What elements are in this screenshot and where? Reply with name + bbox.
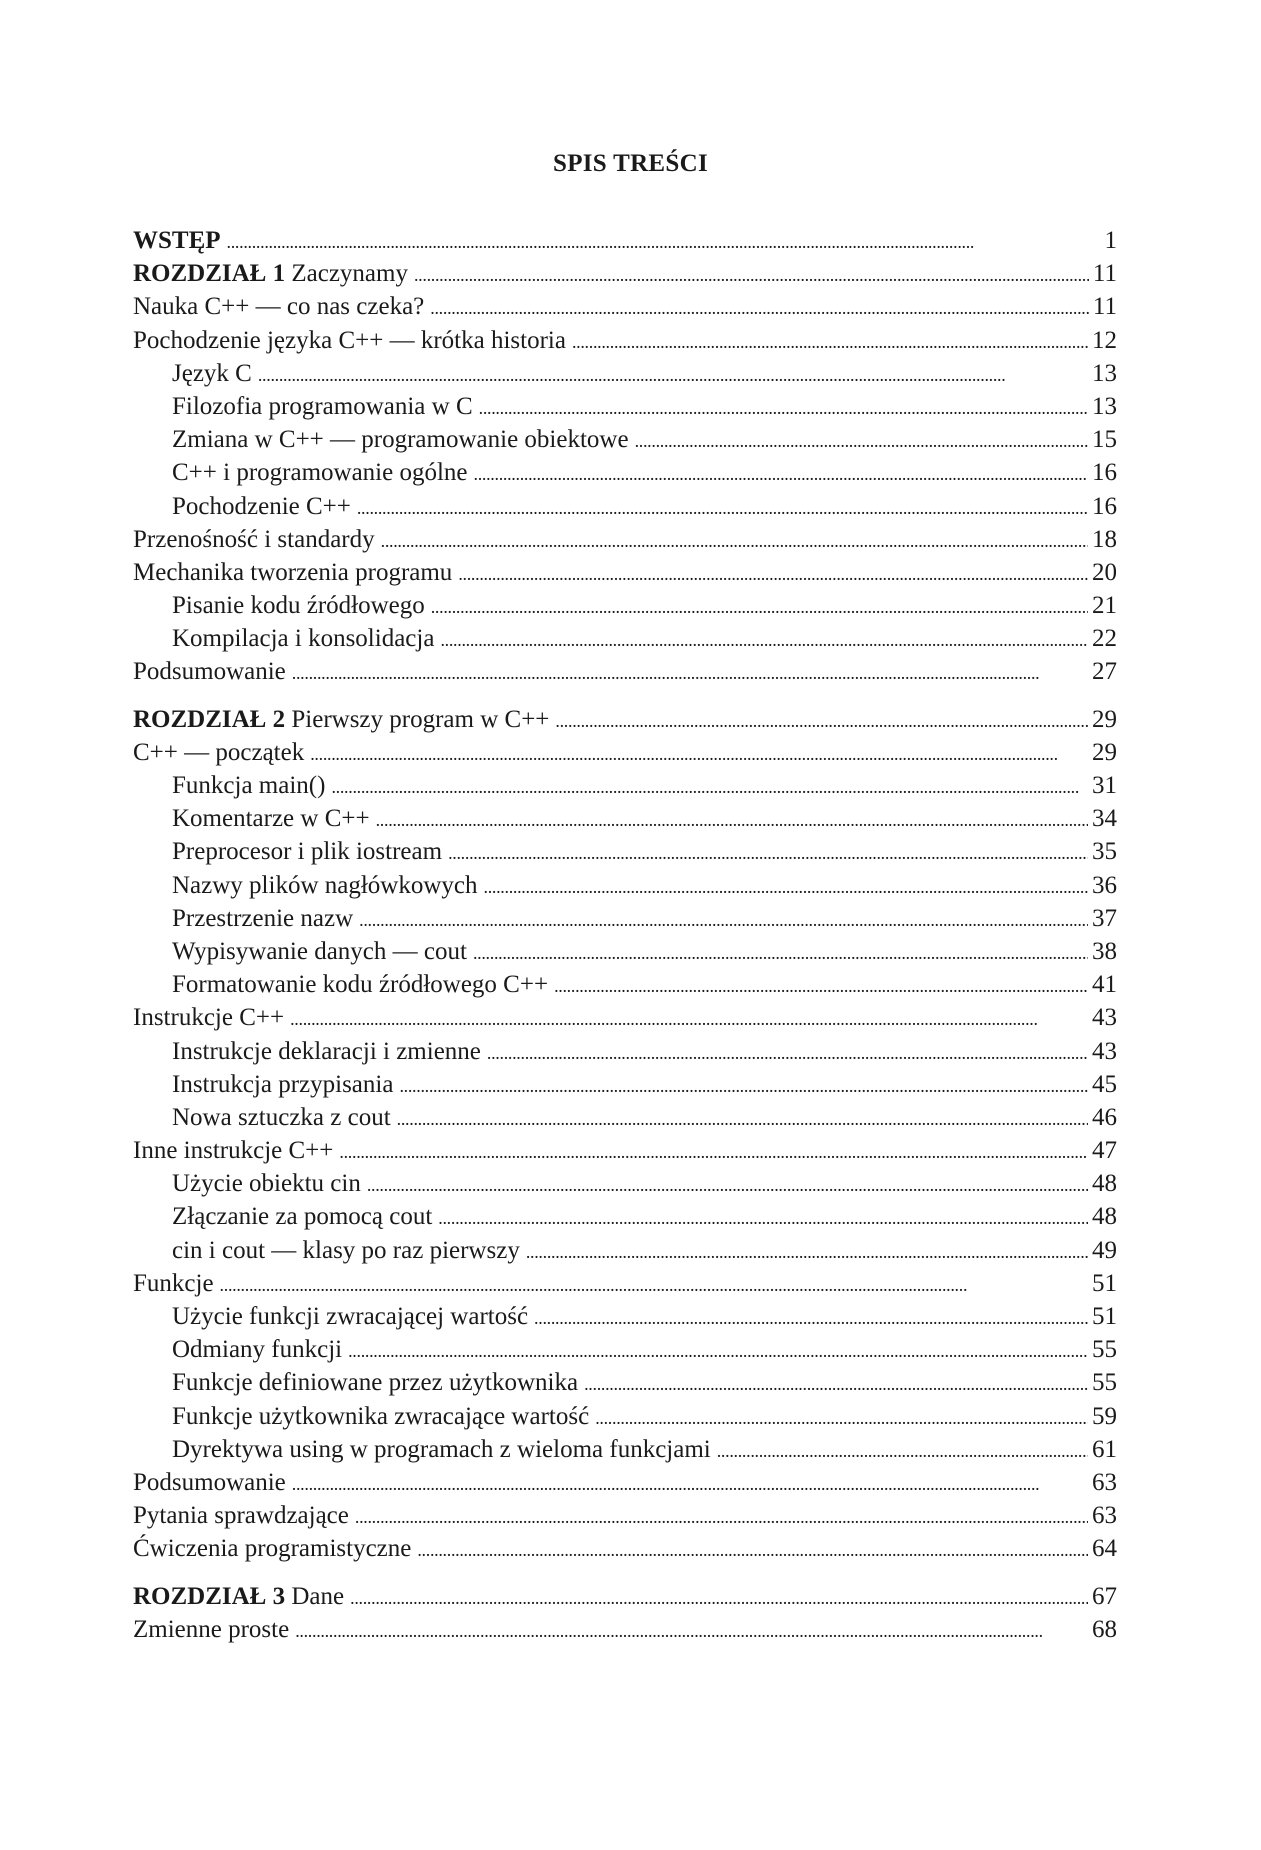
toc-entry[interactable] — [133, 523, 1117, 556]
toc-entry-label — [133, 736, 304, 769]
toc-entry-label — [133, 523, 375, 556]
chapter-prefix: WSTĘP — [133, 227, 221, 254]
toc-entry[interactable] — [133, 835, 1117, 868]
toc-entry[interactable] — [133, 622, 1117, 655]
toc-entry-label — [172, 1433, 711, 1466]
toc-entry[interactable] — [133, 1035, 1117, 1068]
toc-entry[interactable] — [133, 1333, 1117, 1366]
toc-entry[interactable] — [133, 1499, 1117, 1532]
dot-leader — [440, 622, 1088, 655]
dot-leader — [487, 1035, 1088, 1068]
toc-entry-label — [172, 935, 467, 968]
chapter-prefix: ROZDZIAŁ 3 — [133, 1582, 286, 1610]
entry-title: Instrukcje C++ — [133, 1004, 285, 1032]
toc-entry[interactable] — [133, 290, 1117, 323]
page-number: 49 — [1092, 1236, 1117, 1264]
dot-leader — [438, 1200, 1088, 1233]
entry-title: Funkcja main() — [172, 772, 326, 799]
entry-title: Język C — [172, 359, 252, 387]
page-number: 16 — [1092, 459, 1117, 487]
entry-title: Nowa sztuczka z cout — [172, 1103, 391, 1131]
page-number: 51 — [1092, 1269, 1117, 1297]
toc-entry[interactable] — [133, 1001, 1117, 1034]
toc-entry[interactable] — [133, 456, 1117, 489]
toc-entry[interactable] — [133, 1400, 1117, 1433]
entry-title: Użycie obiektu cin — [172, 1170, 361, 1198]
toc-entry[interactable] — [133, 224, 1117, 257]
dot-leader — [473, 935, 1088, 968]
toc-entry[interactable] — [133, 1466, 1117, 1499]
dot-leader — [290, 1001, 1088, 1034]
dot-leader — [554, 968, 1088, 1001]
dot-leader — [595, 1400, 1088, 1433]
toc-entry-label — [172, 1035, 481, 1068]
dot-leader — [458, 556, 1088, 589]
dot-leader — [310, 736, 1088, 769]
toc-entry-label — [172, 1167, 361, 1200]
entry-title: Podsumowanie — [133, 658, 286, 686]
page-number: 35 — [1092, 838, 1117, 866]
toc-entry-label — [133, 1613, 289, 1646]
toc-entry-label — [172, 835, 442, 868]
page-number: 59 — [1092, 1402, 1117, 1430]
toc-entry-label — [133, 1001, 284, 1034]
toc-entry[interactable] — [133, 1101, 1117, 1134]
dot-leader — [526, 1234, 1088, 1267]
page-number: 29 — [1092, 705, 1117, 733]
toc-entry[interactable] — [133, 1580, 1117, 1613]
entry-title: Przenośność i standardy — [133, 525, 375, 553]
toc-entry-label — [172, 1200, 432, 1233]
toc-entry-label — [133, 290, 424, 323]
entry-title: Złączanie za pomocą cout — [172, 1203, 433, 1231]
toc-entry[interactable] — [133, 1433, 1117, 1466]
entry-title: Pierwszy program w C++ — [285, 705, 550, 733]
entry-title: C++ — początek — [133, 738, 305, 766]
page-number: 20 — [1092, 558, 1117, 586]
dot-leader — [350, 1580, 1088, 1613]
toc-entry[interactable] — [133, 655, 1117, 688]
toc-entry[interactable] — [133, 324, 1117, 357]
entry-title: Zaczynamy — [285, 260, 408, 288]
toc-entry-label — [133, 324, 566, 357]
toc-entry-label — [133, 655, 286, 688]
entry-title: Pochodzenie C++ — [172, 492, 351, 520]
page-number: 51 — [1092, 1303, 1117, 1330]
toc-entry[interactable] — [133, 968, 1117, 1001]
dot-leader — [367, 1167, 1088, 1200]
toc-entry[interactable] — [133, 703, 1117, 736]
toc-entry-label — [133, 257, 408, 290]
toc-entry[interactable] — [133, 1234, 1117, 1267]
page-number: 12 — [1092, 326, 1117, 354]
page-number: 1 — [1104, 227, 1117, 254]
dot-leader — [414, 257, 1089, 290]
page-number: 46 — [1092, 1103, 1117, 1131]
page-number: 27 — [1092, 658, 1117, 686]
entry-title: Odmiany funkcji — [172, 1336, 343, 1364]
toc-entry[interactable] — [133, 935, 1117, 968]
entry-title: Nauka C++ — co nas czeka? — [133, 293, 425, 321]
toc-entry-label — [172, 622, 434, 655]
page-number: 13 — [1092, 392, 1117, 420]
page-number: 48 — [1092, 1203, 1117, 1231]
page-number: 31 — [1092, 772, 1117, 799]
page-number: 43 — [1092, 1037, 1117, 1065]
page-number: 63 — [1092, 1502, 1117, 1530]
toc-entry-label — [172, 423, 629, 456]
toc-entry[interactable] — [133, 390, 1117, 423]
entry-title: Inne instrukcje C++ — [133, 1137, 334, 1165]
toc-entry-label — [172, 1234, 520, 1267]
dot-leader — [448, 835, 1088, 868]
toc-entry[interactable] — [133, 1300, 1117, 1333]
page-number: 37 — [1092, 904, 1117, 932]
page-number: 36 — [1092, 871, 1117, 899]
entry-title: Zmienne proste — [133, 1615, 290, 1643]
entry-title: Dane — [285, 1582, 345, 1610]
toc-entry-label — [133, 224, 221, 257]
dot-leader — [357, 490, 1088, 523]
entry-title: Podsumowanie — [133, 1468, 286, 1496]
page-number: 34 — [1092, 805, 1117, 833]
toc-entry[interactable] — [133, 556, 1117, 589]
entry-title: Kompilacja i konsolidacja — [172, 625, 435, 653]
entry-title: Komentarze w C++ — [172, 805, 370, 833]
toc-entry[interactable] — [133, 1200, 1117, 1233]
page-number: 55 — [1092, 1336, 1117, 1364]
toc-entry[interactable] — [133, 802, 1117, 835]
entry-title: Formatowanie kodu źródłowego C++ — [172, 971, 549, 999]
chapter-prefix: ROZDZIAŁ 2 — [133, 705, 286, 733]
toc-entry-label — [172, 390, 473, 423]
toc-entry[interactable] — [133, 1167, 1117, 1200]
toc-entry[interactable] — [133, 1068, 1117, 1101]
dot-leader — [331, 769, 1088, 802]
dot-leader — [376, 802, 1088, 835]
page-number: 18 — [1092, 525, 1117, 553]
page-number: 29 — [1092, 738, 1117, 766]
page-number: 21 — [1092, 592, 1117, 620]
page-number: 55 — [1092, 1369, 1117, 1397]
entry-title: Ćwiczenia programistyczne — [133, 1535, 412, 1563]
dot-leader — [555, 703, 1088, 736]
toc-entry-label — [172, 802, 370, 835]
toc-entry[interactable] — [133, 869, 1117, 902]
dot-leader — [359, 902, 1088, 935]
dot-leader — [295, 1613, 1088, 1646]
toc-entry[interactable] — [133, 490, 1117, 523]
page-number: 15 — [1092, 426, 1117, 454]
toc-entry[interactable] — [133, 1267, 1117, 1300]
dot-leader — [381, 523, 1088, 556]
page-number: 22 — [1092, 625, 1117, 653]
toc-entry-label — [133, 1532, 411, 1565]
entry-title: Wypisywanie danych — cout — [172, 937, 467, 965]
dot-leader — [431, 589, 1088, 622]
page-number: 45 — [1092, 1070, 1117, 1098]
page-number: 61 — [1092, 1435, 1117, 1463]
toc-entry[interactable] — [133, 1134, 1117, 1167]
toc-entry[interactable] — [133, 902, 1117, 935]
page-number: 11 — [1092, 260, 1117, 288]
toc-entry-label — [172, 589, 425, 622]
toc-entry-label — [172, 869, 478, 902]
dot-leader — [717, 1433, 1088, 1466]
toc-entry[interactable] — [133, 1366, 1117, 1399]
toc-entry[interactable] — [133, 589, 1117, 622]
page-number: 67 — [1092, 1582, 1117, 1610]
toc-entry-label — [172, 902, 353, 935]
table-of-contents — [133, 224, 1117, 1646]
toc-entry-label — [172, 1068, 393, 1101]
dot-leader — [292, 1466, 1088, 1499]
entry-title: Pytania sprawdzające — [133, 1502, 349, 1530]
toc-entry-label — [172, 968, 548, 1001]
dot-leader — [430, 290, 1089, 323]
toc-entry-label — [133, 556, 452, 589]
entry-title: Zmiana w C++ — programowanie obiektowe — [172, 426, 629, 454]
toc-entry-label — [172, 456, 468, 489]
toc-entry-label — [133, 1466, 286, 1499]
page-title: SPIS TREŚCI — [553, 150, 708, 177]
toc-entry-label — [172, 1400, 589, 1433]
entry-title: Nazwy plików nagłówkowych — [172, 871, 478, 899]
dot-leader — [399, 1068, 1088, 1101]
toc-entry-label — [172, 1300, 528, 1333]
dot-leader — [355, 1499, 1088, 1532]
dot-leader — [417, 1532, 1088, 1565]
entry-title: Funkcje definiowane przez użytkownika — [172, 1369, 579, 1397]
entry-title: Przestrzenie nazw — [172, 904, 354, 932]
toc-entry-label — [172, 490, 351, 523]
dot-leader — [572, 324, 1088, 357]
toc-entry[interactable] — [133, 1532, 1117, 1565]
page-number: 63 — [1092, 1468, 1117, 1496]
entry-title: Instrukcja przypisania — [172, 1070, 394, 1098]
toc-entry-label — [172, 1333, 342, 1366]
page-number: 48 — [1092, 1170, 1117, 1198]
toc-entry[interactable] — [133, 257, 1117, 290]
page-number: 41 — [1092, 971, 1117, 999]
entry-title: Użycie funkcji zwracającej wartość — [172, 1303, 529, 1330]
toc-entry-label — [133, 1580, 344, 1613]
page-number: 11 — [1092, 293, 1117, 321]
dot-leader — [258, 357, 1088, 390]
entry-title: Filozofia programowania w C — [172, 392, 473, 420]
toc-entry-label — [172, 357, 252, 390]
toc-entry-label — [133, 1267, 214, 1300]
dot-leader — [292, 655, 1088, 688]
dot-leader — [635, 423, 1088, 456]
dot-leader — [474, 456, 1089, 489]
dot-leader — [584, 1366, 1088, 1399]
toc-entry-label — [172, 769, 325, 802]
dot-leader — [348, 1333, 1088, 1366]
dot-leader — [227, 224, 1101, 257]
entry-title: cin i cout — klasy po raz pierwszy — [172, 1236, 520, 1264]
toc-entry[interactable] — [133, 769, 1117, 802]
dot-leader — [397, 1101, 1088, 1134]
dot-leader — [479, 390, 1088, 423]
entry-title: Funkcje użytkownika zwracające wartość — [172, 1402, 590, 1430]
entry-title: C++ i programowanie ogólne — [172, 459, 468, 487]
dot-leader — [484, 869, 1089, 902]
entry-title: Pochodzenie języka C++ — krótka historia — [133, 326, 566, 354]
toc-entry-label — [133, 1499, 349, 1532]
toc-entry[interactable] — [133, 736, 1117, 769]
page-number: 47 — [1092, 1137, 1117, 1165]
entry-title: Instrukcje deklaracji i zmienne — [172, 1037, 481, 1065]
entry-title: Preprocesor i plik iostream — [172, 838, 443, 866]
page-number: 38 — [1092, 937, 1117, 965]
dot-leader — [220, 1267, 1088, 1300]
dot-leader — [534, 1300, 1088, 1333]
toc-entry-label — [133, 703, 549, 736]
toc-entry[interactable] — [133, 423, 1117, 456]
page-number: 43 — [1092, 1004, 1117, 1032]
page-number: 13 — [1092, 359, 1117, 387]
page-number: 68 — [1092, 1615, 1117, 1643]
page-number: 64 — [1092, 1535, 1117, 1563]
entry-title: Funkcje — [133, 1269, 214, 1297]
toc-entry-label — [133, 1134, 333, 1167]
entry-title: Dyrektywa using w programach z wieloma funkcjami — [172, 1435, 711, 1463]
chapter-prefix: ROZDZIAŁ 1 — [133, 260, 286, 288]
toc-entry-label — [172, 1366, 578, 1399]
entry-title: Mechanika tworzenia programu — [133, 558, 453, 586]
page-number: 16 — [1092, 492, 1117, 520]
toc-entry[interactable] — [133, 357, 1117, 390]
dot-leader — [339, 1134, 1088, 1167]
entry-title: Pisanie kodu źródłowego — [172, 592, 425, 620]
toc-entry[interactable] — [133, 1613, 1117, 1646]
toc-entry-label — [172, 1101, 391, 1134]
